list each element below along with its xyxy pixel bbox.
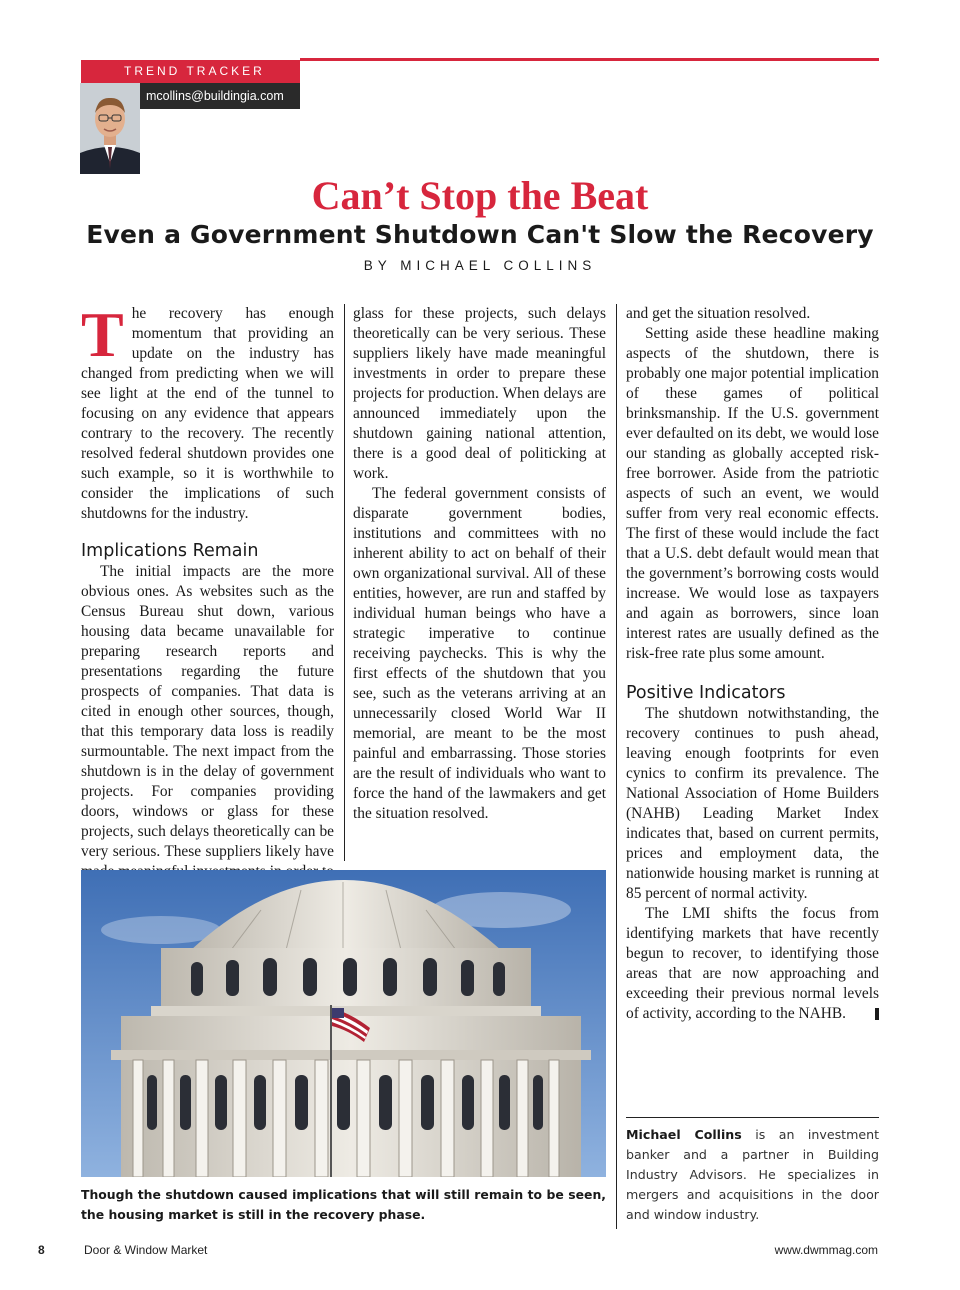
column-rule-2 [616,304,617,1229]
bio-rule [626,1117,879,1118]
subhead-positive: Positive Indicators [626,683,786,703]
paragraph-implications: The initial impacts are the more obvious ones. As websites such as the Census Bureau shut down, various housing data became unavailable for preparing research reports and presentations regarding the future prospects of companies. That data is cited in enough other sources, though, that this temporary data loss is readily surmountable. The next impact from the shutdown is in the delay of government projects. For companies providing doors, windows or glass for these projects, such delays theoretically can be very serious. These suppliers likely have [81,563,334,860]
author-bio [626,1125,879,1225]
paragraph-federal: The federal government consists of disparate government bodies, institutions and committees with no inherent ability to act on behalf of their own organizational survival. All of these entities, however, are run and staffed by individual human beings who have a strategic imperative to continue receiving paychecks. This is why the first effects of the shutdown that you see, such as the veterans arriving at an unnecessarily closed World War II memorial, are meant to be the most painful and embarrassing. Those stories are the result of individuals who want to force the hand of the lawmakers and get the situation resolved. [353,485,606,822]
publication-name: Door & Window Market [84,1243,208,1257]
column-rule-1 [344,304,345,861]
paragraph-positive: The shutdown notwithstanding, the recovery continues to push ahead, leaving enough footprints for even cynics to confirm its prevalence. The National Association of Home Builders (NAHB) Leading Market Index indicates that, based on current permits, prices and employment data, the nationwide housing market is running at 85 percent of normal activity. [626,705,879,902]
page-number: 8 [38,1243,45,1257]
article-title: Can’t Stop the Beat [311,173,649,218]
byline: BY MICHAEL COLLINS [363,258,597,273]
header-rule [300,58,879,61]
end-mark [875,1008,879,1020]
article-column-2-text [353,304,606,864]
bio-text: is an investment banker and a partner in Building Industry Advisors. He specializes in mergers and acquisitions in the door and window industry. [626,1127,880,1222]
website-link[interactable]: www.dwmmag.com [774,1243,878,1257]
section-label: TREND TRACKER [81,60,300,83]
photo-caption: Though the shutdown caused implications that will still remain to be seen, the housing market is still in the recovery phase. [81,1187,606,1222]
paragraph-continuation: glass for these projects, such delays theoretically can be very serious. These suppliers likely have made meaningful investments in order to prepare these projects for production. When delays are announced immediately upon the shutdown gaining national attention, there is a good deal of politicking at work. [353,305,606,482]
paragraph-resolved: and get the situation resolved. [626,305,811,322]
author-photo [80,83,140,174]
capitol-dome-image [81,870,606,1177]
article-column-3 [626,304,879,1024]
article-subtitle: Even a Government Shutdown Can't Slow the Recovery [86,220,874,249]
capitol-dome-photo [81,870,606,1177]
drop-cap: T [81,299,124,370]
paragraph-lmi: The LMI shifts the focus from identifying markets that have recently begun to recover, to identifying those areas that are now approaching and exceeding their previous normal levels of activity, according to the NAHB. [626,905,879,1022]
subhead-implications: Implications Remain [81,541,259,561]
intro-paragraph: The recovery has enough momentum that providing an update on the industry has changed from predicting when we will see light at the end of the tunnel to focusing on any evidence that appears contrary to the recovery. The recently resolved federal shutdown provides one such example, so it is worthwhile to consider the implications of such shutdowns for the industry. [81,299,334,522]
bio-author-name: Michael Collins [626,1127,742,1142]
author-portrait-image [80,83,140,174]
author-email[interactable]: mcollins@buildingia.com [140,83,300,109]
paragraph-setting-aside: Setting aside these headline making aspects of the shutdown, there is probably one major potential implication of these games of political brinksmanship. If the U.S. government ever defaulted on its debt, we would lose our standing as globally accepted risk-free borrower. Aside from the patriotic aspects of such an event, we would suffer from very real economic effects. The first of these would include the fact that a U.S. debt default would mean that the government’s borrowing costs would increase. We would lose as taxpayers and again as borrowers, since loan interest rates are usually defined as the risk-free rate plus some amount. [626,325,879,662]
